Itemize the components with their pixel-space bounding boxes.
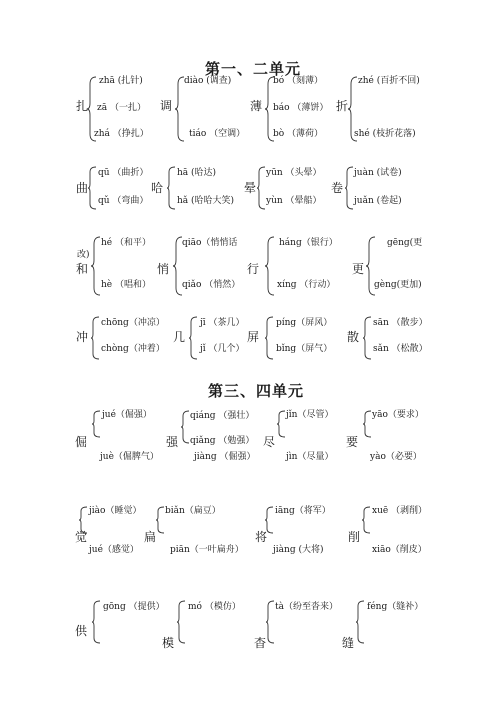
entry-char: 削 [348, 530, 361, 544]
reading: jǐ （几个） [200, 344, 245, 354]
entry-char: 强 [166, 435, 179, 449]
reading: gèng(更加) [374, 280, 422, 290]
entry-char: 调 [160, 99, 173, 113]
brace [265, 600, 275, 644]
reading: qiāo（悄悄话 [182, 238, 238, 248]
reading: hé （和平） [101, 238, 151, 248]
reading: gōng （提供） [103, 602, 165, 612]
reading: diào (调查) [184, 76, 232, 86]
brace [180, 410, 190, 444]
reading: qiǎo （悄然） [182, 280, 241, 290]
reading: yūn （头晕） [266, 168, 322, 178]
entry-char: 卷 [331, 181, 344, 195]
brace [264, 316, 274, 360]
brace [87, 166, 97, 210]
reading: qiáng （强壮） [190, 411, 255, 421]
reading: hè （唱和） [101, 280, 151, 290]
reading: jī （茶几） [200, 318, 245, 328]
reading: jiàng (大将) [273, 545, 324, 555]
reading: zhā (扎针) [99, 76, 143, 86]
brace [276, 410, 286, 438]
section-title-1: 第一、二单元 [205, 60, 302, 78]
entry-char: 觉 [75, 530, 88, 544]
margin-note: 改) [77, 250, 90, 260]
reading: jué（倔强） [102, 410, 152, 420]
entry-char: 和 [76, 262, 89, 276]
reading: biǎn（扁豆） [165, 506, 221, 516]
reading: juàn (试卷) [354, 168, 402, 178]
reading: jǐn（尽管） [286, 410, 334, 420]
reading: qǔ （弯曲） [98, 196, 149, 206]
reading: zhá （挣扎） [94, 129, 149, 139]
brace [362, 410, 372, 438]
reading: báo （薄饼） [273, 103, 329, 113]
reading: tà（纷至沓来） [275, 602, 338, 612]
entry-char: 行 [247, 262, 260, 276]
reading: zā （一扎） [97, 103, 146, 113]
entry-char: 几 [173, 330, 186, 344]
reading: bǐng（屏气） [276, 344, 333, 354]
entry-char: 散 [347, 330, 360, 344]
brace [264, 236, 276, 296]
reading: jiàng （倔强） [194, 452, 256, 462]
entry-char: 屏 [247, 330, 260, 344]
entry-char: 曲 [76, 181, 89, 195]
brace [91, 600, 101, 644]
entry-char: 扁 [144, 530, 157, 544]
entry-char: 更 [352, 262, 365, 276]
reading: jiào（睡觉） [89, 506, 142, 516]
entry-char: 杳 [254, 636, 267, 650]
brace [344, 166, 354, 210]
reading: juǎn (卷起) [354, 196, 402, 206]
reading: féng（缝补） [367, 602, 424, 612]
entry-char: 尽 [263, 435, 276, 449]
entry-char: 扎 [76, 99, 89, 113]
brace [256, 166, 266, 210]
reading: gēng(更 [387, 238, 423, 248]
reading: juè（倔脾气） [100, 452, 159, 462]
reading: xiāo（削皮） [372, 545, 427, 555]
section-title-2: 第三、四单元 [208, 382, 305, 400]
brace [78, 506, 88, 534]
reading: yào（必要） [370, 452, 422, 462]
entry-char: 将 [255, 530, 268, 544]
reading: píng（屏风） [276, 318, 333, 328]
brace [91, 410, 101, 438]
brace [362, 316, 372, 360]
reading: zhé (百折不回) [358, 76, 420, 86]
brace [90, 316, 100, 360]
reading: xuē （剥削） [372, 506, 428, 516]
brace [176, 600, 186, 644]
reading: yùn （晕船） [266, 196, 322, 206]
reading: jìn（尽量） [286, 452, 334, 462]
entry-char: 要 [346, 435, 359, 449]
entry-char: 悄 [157, 262, 170, 276]
reading: iāng（将军） [275, 506, 331, 516]
reading: sān （散步） [373, 318, 428, 328]
brace [361, 506, 371, 534]
brace [155, 506, 165, 534]
entry-char: 模 [162, 636, 175, 650]
reading: xíng （行动） [277, 280, 336, 290]
entry-char: 哈 [151, 181, 164, 195]
reading: chòng（冲着） [101, 344, 165, 354]
entry-char: 折 [336, 99, 349, 113]
reading: bò （薄荷） [273, 129, 324, 139]
entry-char: 冲 [76, 330, 89, 344]
brace [264, 506, 274, 534]
reading: jué（感觉） [89, 545, 139, 555]
reading: chōng（冲凉） [101, 318, 165, 328]
reading: háng（银行） [279, 238, 338, 248]
entry-char: 晕 [244, 181, 257, 195]
reading: yāo（要求） [372, 410, 424, 420]
entry-char: 薄 [250, 99, 263, 113]
entry-char: 缝 [342, 636, 355, 650]
reading: hǎ (哈哈大笑) [177, 196, 235, 206]
brace [188, 316, 198, 360]
entry-char: 倔 [75, 435, 88, 449]
reading: mó （模仿） [188, 602, 241, 612]
reading: piān（一叶扁舟） [170, 545, 244, 555]
reading: qū （曲折） [98, 168, 149, 178]
reading: sǎn （松散） [373, 344, 428, 354]
reading: shé (枝折花落) [354, 129, 416, 139]
reading: qiǎng （勉强） [190, 436, 255, 446]
reading: bó （刻薄） [273, 76, 324, 86]
entry-char: 供 [75, 624, 88, 638]
reading: hā (哈达) [177, 168, 217, 178]
brace [355, 600, 365, 644]
brace [166, 166, 176, 210]
reading: tiáo （空调） [189, 129, 246, 139]
